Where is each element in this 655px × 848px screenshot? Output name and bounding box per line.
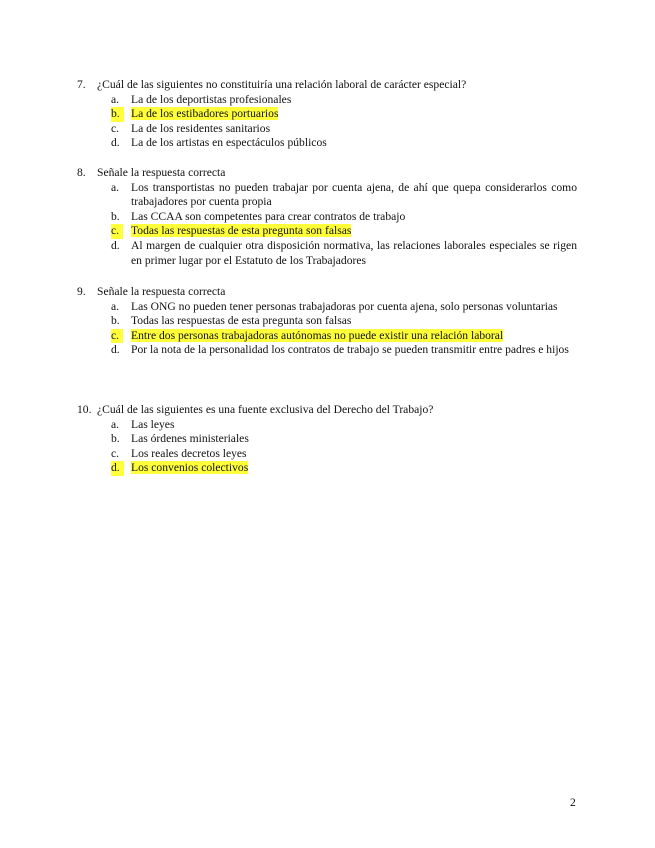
- option-text: Los transportistas no pueden trabajar por cuenta ajena, de ahí que quepa considerarlos como trabajadores por cuenta propia: [131, 180, 577, 209]
- option-c: [111, 121, 577, 137]
- option-letter: d.: [111, 461, 124, 476]
- question-stem: [77, 78, 577, 93]
- option-d: [111, 343, 577, 358]
- question-8: [77, 166, 577, 268]
- question-text: Señale la respuesta correcta: [97, 166, 226, 179]
- option-a: [111, 299, 577, 315]
- question-stem: [77, 166, 577, 181]
- option-letter: c.: [111, 224, 123, 239]
- option-letter: c.: [111, 446, 120, 460]
- option-letter: b.: [111, 107, 124, 122]
- option-d: [111, 238, 577, 268]
- option-letter: a.: [111, 92, 120, 106]
- option-text: Los convenios colectivos: [131, 461, 249, 475]
- question-text: ¿Cuál de las siguientes es una fuente exclusiva del Derecho del Trabajo?: [97, 403, 434, 416]
- option-letter: c.: [111, 121, 120, 135]
- option-c-highlighted: [111, 224, 577, 239]
- question-text: Señale la respuesta correcta: [97, 285, 226, 298]
- option-text: Entre dos personas trabajadoras autónomas no puede existir una relación laboral: [131, 328, 504, 342]
- option-text: La de los deportistas profesionales: [131, 92, 292, 106]
- question-text: ¿Cuál de las siguientes no constituiría una relación laboral de carácter especial?: [97, 78, 467, 91]
- option-a: [111, 417, 577, 433]
- option-letter: b.: [111, 432, 120, 446]
- option-letter: b.: [111, 314, 120, 328]
- question-number: 7.: [77, 78, 86, 91]
- question-9: [77, 285, 577, 358]
- option-list: [77, 181, 577, 269]
- option-text: La de los estibadores portuarios: [131, 107, 279, 121]
- option-text: Al margen de cualquier otra disposición normativa, las relaciones laborales especiales se rigen en primer lugar por el Estatuto de los Trabajadores: [131, 238, 577, 267]
- option-c-highlighted: [111, 328, 577, 344]
- option-text: Las órdenes ministeriales: [131, 432, 249, 446]
- option-text: Los reales decretos leyes: [131, 446, 247, 460]
- question-number: 9.: [77, 285, 86, 298]
- option-text: La de los artistas en espectáculos públicos: [131, 136, 327, 150]
- option-letter: d.: [111, 238, 120, 252]
- question-7: [77, 78, 577, 151]
- option-letter: a.: [111, 299, 120, 313]
- option-b: [111, 209, 577, 225]
- option-letter: d.: [111, 136, 120, 150]
- option-text: La de los residentes sanitarios: [131, 121, 271, 135]
- option-c: [111, 446, 577, 462]
- option-letter: b.: [111, 209, 120, 223]
- option-text: Todas las respuestas de esta pregunta son falsas: [131, 224, 352, 238]
- option-list: [77, 418, 577, 476]
- option-text: Por la nota de la personalidad los contratos de trabajo se pueden transmitir entre padres e hijos: [131, 343, 569, 357]
- option-a: [111, 180, 577, 210]
- option-text: Las leyes: [131, 417, 175, 431]
- question-stem: [77, 285, 577, 300]
- question-number: 10.: [77, 403, 92, 416]
- option-letter: a.: [111, 417, 120, 431]
- option-b: [111, 314, 577, 329]
- option-list: [77, 300, 577, 358]
- option-d-highlighted: [111, 461, 577, 476]
- question-number: 8.: [77, 166, 86, 179]
- option-text: Todas las respuestas de esta pregunta son falsas: [131, 314, 352, 328]
- option-b: [111, 432, 577, 447]
- option-letter: d.: [111, 343, 120, 357]
- option-list: [77, 93, 577, 151]
- option-a: [111, 92, 577, 108]
- page-number: 2: [570, 796, 576, 809]
- option-text: Las ONG no pueden tener personas trabajadoras por cuenta ajena, solo personas voluntarias: [131, 299, 558, 313]
- option-b-highlighted: [111, 107, 577, 122]
- option-letter: c.: [111, 329, 123, 344]
- question-stem: [77, 403, 577, 418]
- option-letter: a.: [111, 180, 120, 194]
- option-d: [111, 136, 577, 151]
- option-text: Las CCAA son competentes para crear contratos de trabajo: [131, 209, 406, 223]
- question-10: [77, 403, 577, 476]
